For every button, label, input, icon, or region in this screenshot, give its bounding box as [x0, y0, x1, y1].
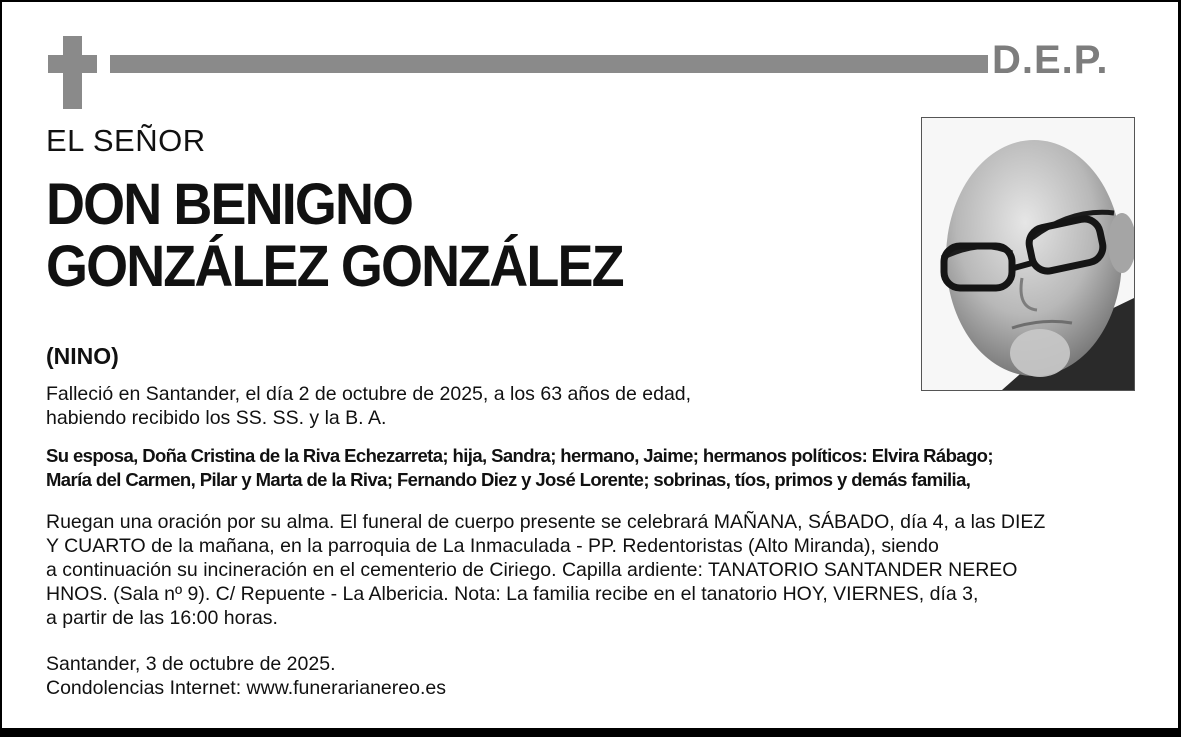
- family-line: María del Carmen, Pilar y Marta de la Riva; Fernando Diez y José Lorente; sobrinas, tíos, primos y demás familia,: [46, 469, 971, 490]
- death-notice-line: habiendo recibido los SS. SS. y la B. A.: [46, 407, 387, 429]
- funeral-line: a continuación su incineración en el cementerio de Ciriego. Capilla ardiente: TANATORIO SANTANDER NEREO: [46, 559, 1018, 581]
- funeral-details: [46, 510, 1045, 630]
- obituary-card: [2, 2, 1178, 728]
- death-notice: [46, 382, 691, 430]
- dep-label: D.E.P.: [992, 38, 1109, 82]
- name-line-1: DON BENIGNO: [46, 172, 413, 237]
- funeral-line: HNOS. (Sala nº 9). C/ Repuente - La Albericia. Nota: La familia recibe en el tanatorio HOY, VIERNES, día 3,: [46, 583, 979, 605]
- portrait-image: [922, 118, 1134, 390]
- condolences-link[interactable]: Condolencias Internet: www.funerarianereo.es: [46, 677, 446, 699]
- deceased-name: [46, 174, 623, 298]
- cross-icon-arm: [48, 55, 97, 73]
- nickname: (NINO): [46, 343, 119, 369]
- header-rule: [110, 55, 988, 73]
- portrait-photo: [921, 117, 1135, 391]
- family-line: Su esposa, Doña Cristina de la Riva Echezarreta; hija, Sandra; hermano, Jaime; hermanos políticos: Elvira Rábago;: [46, 445, 993, 466]
- death-notice-line: Falleció en Santander, el día 2 de octubre de 2025, a los 63 años de edad,: [46, 383, 692, 405]
- name-line-2: GONZÁLEZ GONZÁLEZ: [46, 234, 623, 299]
- signature-block: [46, 652, 446, 700]
- place-date: Santander, 3 de octubre de 2025.: [46, 653, 336, 675]
- funeral-line: a partir de las 16:00 horas.: [46, 607, 278, 629]
- family-list: [46, 444, 993, 492]
- honorific: EL SEÑOR: [46, 123, 206, 158]
- funeral-line: Ruegan una oración por su alma. El funeral de cuerpo presente se celebrará MAÑANA, SÁBADO, día 4, a las DIEZ: [46, 511, 1046, 533]
- funeral-line: Y CUARTO de la mañana, en la parroquia de La Inmaculada - PP. Redentoristas (Alto Miranda), siendo: [46, 535, 939, 557]
